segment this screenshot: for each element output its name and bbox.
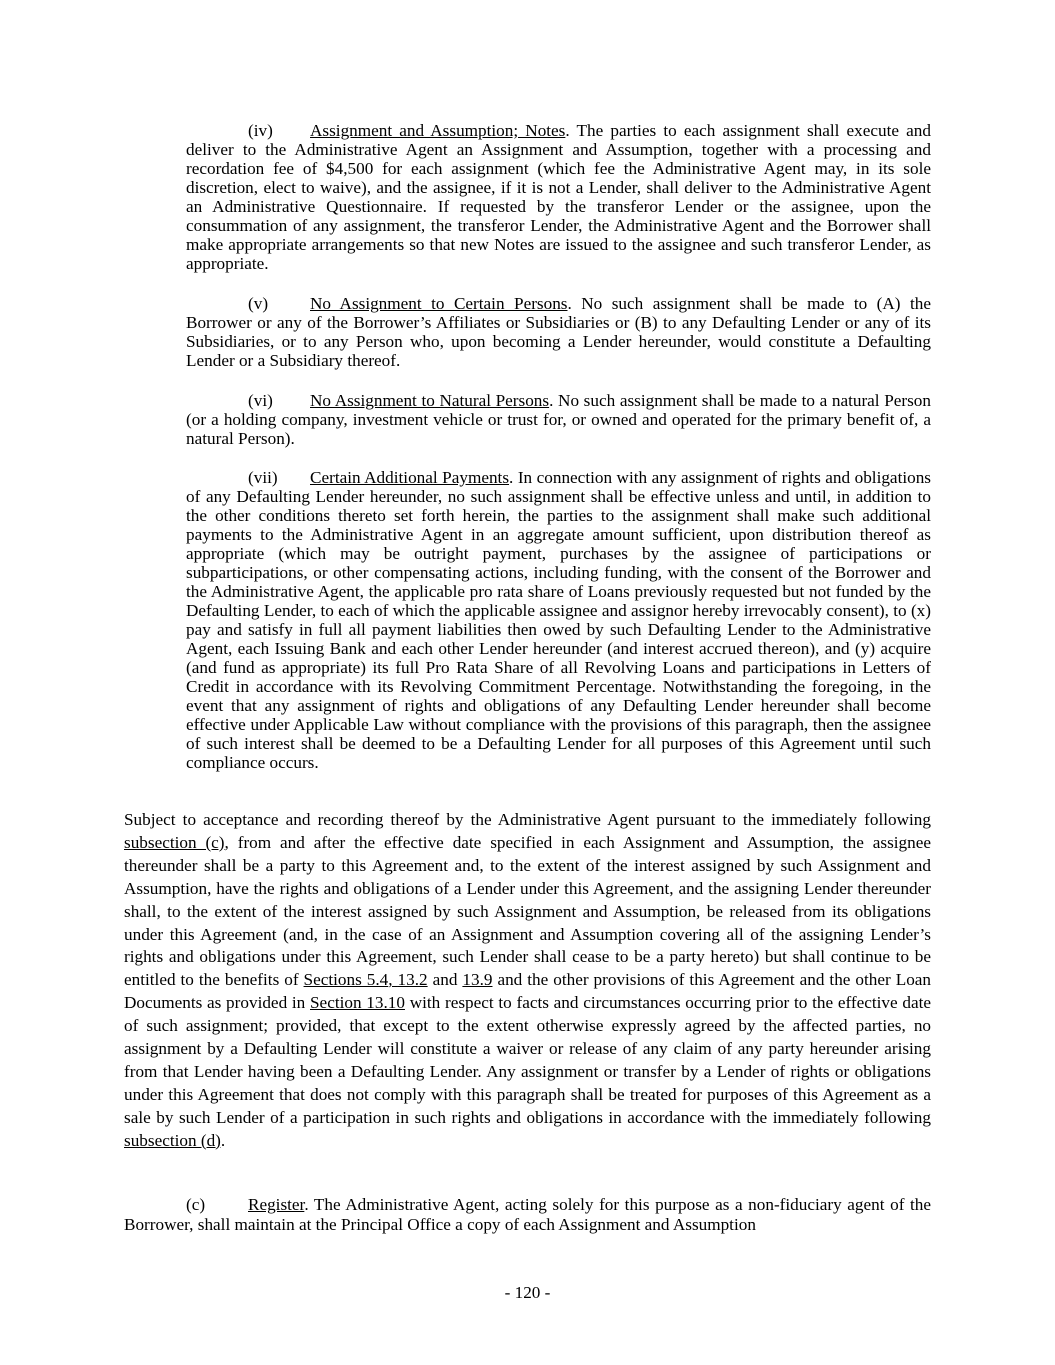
cross-reference: Section 13.10 (310, 993, 405, 1013)
clause-heading: Certain Additional Payments (310, 468, 510, 487)
body-text: , (388, 970, 398, 990)
clause-number: (v) (248, 294, 269, 313)
cross-reference: subsection (c) (124, 832, 225, 852)
clause-number: (vi) (248, 391, 273, 410)
cross-reference: subsection (d) (124, 1130, 221, 1150)
clause-vii (186, 468, 931, 772)
clause-number: (iv) (248, 121, 273, 140)
section-heading: Register (248, 1195, 305, 1214)
body-text: and the other provisions of this Agreement and the other Loan Documents as provided in (124, 970, 932, 1013)
body-text: . (220, 1130, 226, 1150)
section-c-register (124, 1195, 931, 1234)
clause-text: . No such assignment shall be made to (A) the Borrower or any of the Borrower’s Affiliates or Subsidiaries or (B) to any Defaulting Lender or any of its Subsidiaries, or to any Person who, upon becoming a Lender hereunder, would constitute a Defaulting Lender or a Subsidiary thereof. (186, 294, 931, 370)
clause-heading: No Assignment to Certain Persons (310, 294, 568, 313)
clause-iv (186, 121, 931, 273)
cross-reference: 13.2 (397, 970, 428, 990)
cross-reference: 13.9 (462, 970, 493, 990)
clause-v (186, 294, 931, 370)
clause-heading: Assignment and Assumption; Notes (310, 121, 566, 140)
section-text: . The Administrative Agent, acting solely for this purpose as a non-fiduciary agent of the Borrower, shall maintain at the Principal Office a copy of each Assignment and Assumption (124, 1195, 931, 1234)
clause-number: (vii) (248, 468, 278, 487)
body-text: and (427, 970, 463, 990)
assignment-effect-paragraph (124, 809, 931, 1153)
body-text: with respect to facts and circumstances occurring prior to the effective date of such assignment; provided, that except to the extent otherwise expressly agreed by the affected parties, no assignment by a Defaulting Lender will constitute a waiver or release of any claim of any party hereunder arising from that Lender having been a Defaulting Lender. Any assignment or transfer by a Lender of rights or obligations under this Agreement that does not comply with this paragraph shall be treated for purposes of this Agreement as a sale by such Lender of a participation in such rights and obligations in accordance with the immediately following (124, 993, 931, 1127)
page-number: - 120 - (504, 1283, 551, 1302)
body-text: , from and after the effective date specified in each Assignment and Assumption, the assignee thereunder shall be a party to this Agreement and, to the extent of the interest assigned by such Assignment and Assumption, have the rights and obligations of a Lender under this Agreement, and the assigning Lender thereunder shall, to the extent of the interest assigned by such Assignment and Assumption, be released from its obligations under this Agreement (and, in the case of an Assignment and Assumption covering all of the assigning Lender’s rights and obligations under this Agreement, such Lender shall cease to be a party hereto) but shall continue to be entitled to the benefits of (124, 832, 931, 990)
clause-text: . No such assignment shall be made to a natural Person (or a holding company, investment vehicle or trust for, or owned and operated for the primary benefit of, a natural Person). (186, 391, 931, 448)
clause-text: . The parties to each assignment shall execute and deliver to the Administrative Agent an Assignment and Assumption, together with a processing and recordation fee of $4,500 for each assignment (which fee the Administrative Agent may, in its sole discretion, elect to waive), and the assignee, if it is not a Lender, shall deliver to the Administrative Agent an Administrative Questionnaire. If requested by the transferor Lender or the assignee, upon the consummation of any assignment, the transferor Lender, the Administrative Agent and the Borrower shall make appropriate arrangements so that new Notes are issued to the assignee and such transferor Lender, as appropriate. (186, 121, 931, 273)
section-number: (c) (186, 1195, 206, 1214)
clause-heading: No Assignment to Natural Persons (310, 391, 550, 410)
body-text: Subject to acceptance and recording thereof by the Administrative Agent pursuant to the immediately following (124, 810, 931, 829)
cross-reference: Sections 5.4 (303, 970, 389, 990)
clause-vi (186, 391, 931, 448)
clause-text: . In connection with any assignment of rights and obligations of any Defaulting Lender hereunder, no such assignment shall be effective unless and until, in addition to the other conditions thereto set forth herein, the parties to the assignment shall make such additional payments to the Administrative Agent in an aggregate amount sufficient, upon distribution thereof as appropriate (which may be outright payment, purchases by the assignee of participations or subparticipations, or other compensating actions, including funding, with the consent of the Borrower and the Administrative Agent, the applicable pro rata share of Loans previously requested but not funded by the Defaulting Lender, to each of which the applicable assignee and assignor hereby irrevocably consent), to (x) pay and satisfy in full all payment liabilities then owed by such Defaulting Lender to the Administrative Agent, each Issuing Bank and each other Lender hereunder (and interest accrued thereon), and (y) acquire (and fund as appropriate) its full Pro Rata Share of all Revolving Loans and participations in Letters of Credit in accordance with its Revolving Commitment Percentage. Notwithstanding the foregoing, in the event that any assignment of rights and obligations of any Defaulting Lender hereunder shall become effective under Applicable Law without compliance with the provisions of this paragraph, then the assignee of such interest shall be deemed to be a Defaulting Lender for all purposes of this Agreement until such compliance occurs. (186, 468, 931, 772)
